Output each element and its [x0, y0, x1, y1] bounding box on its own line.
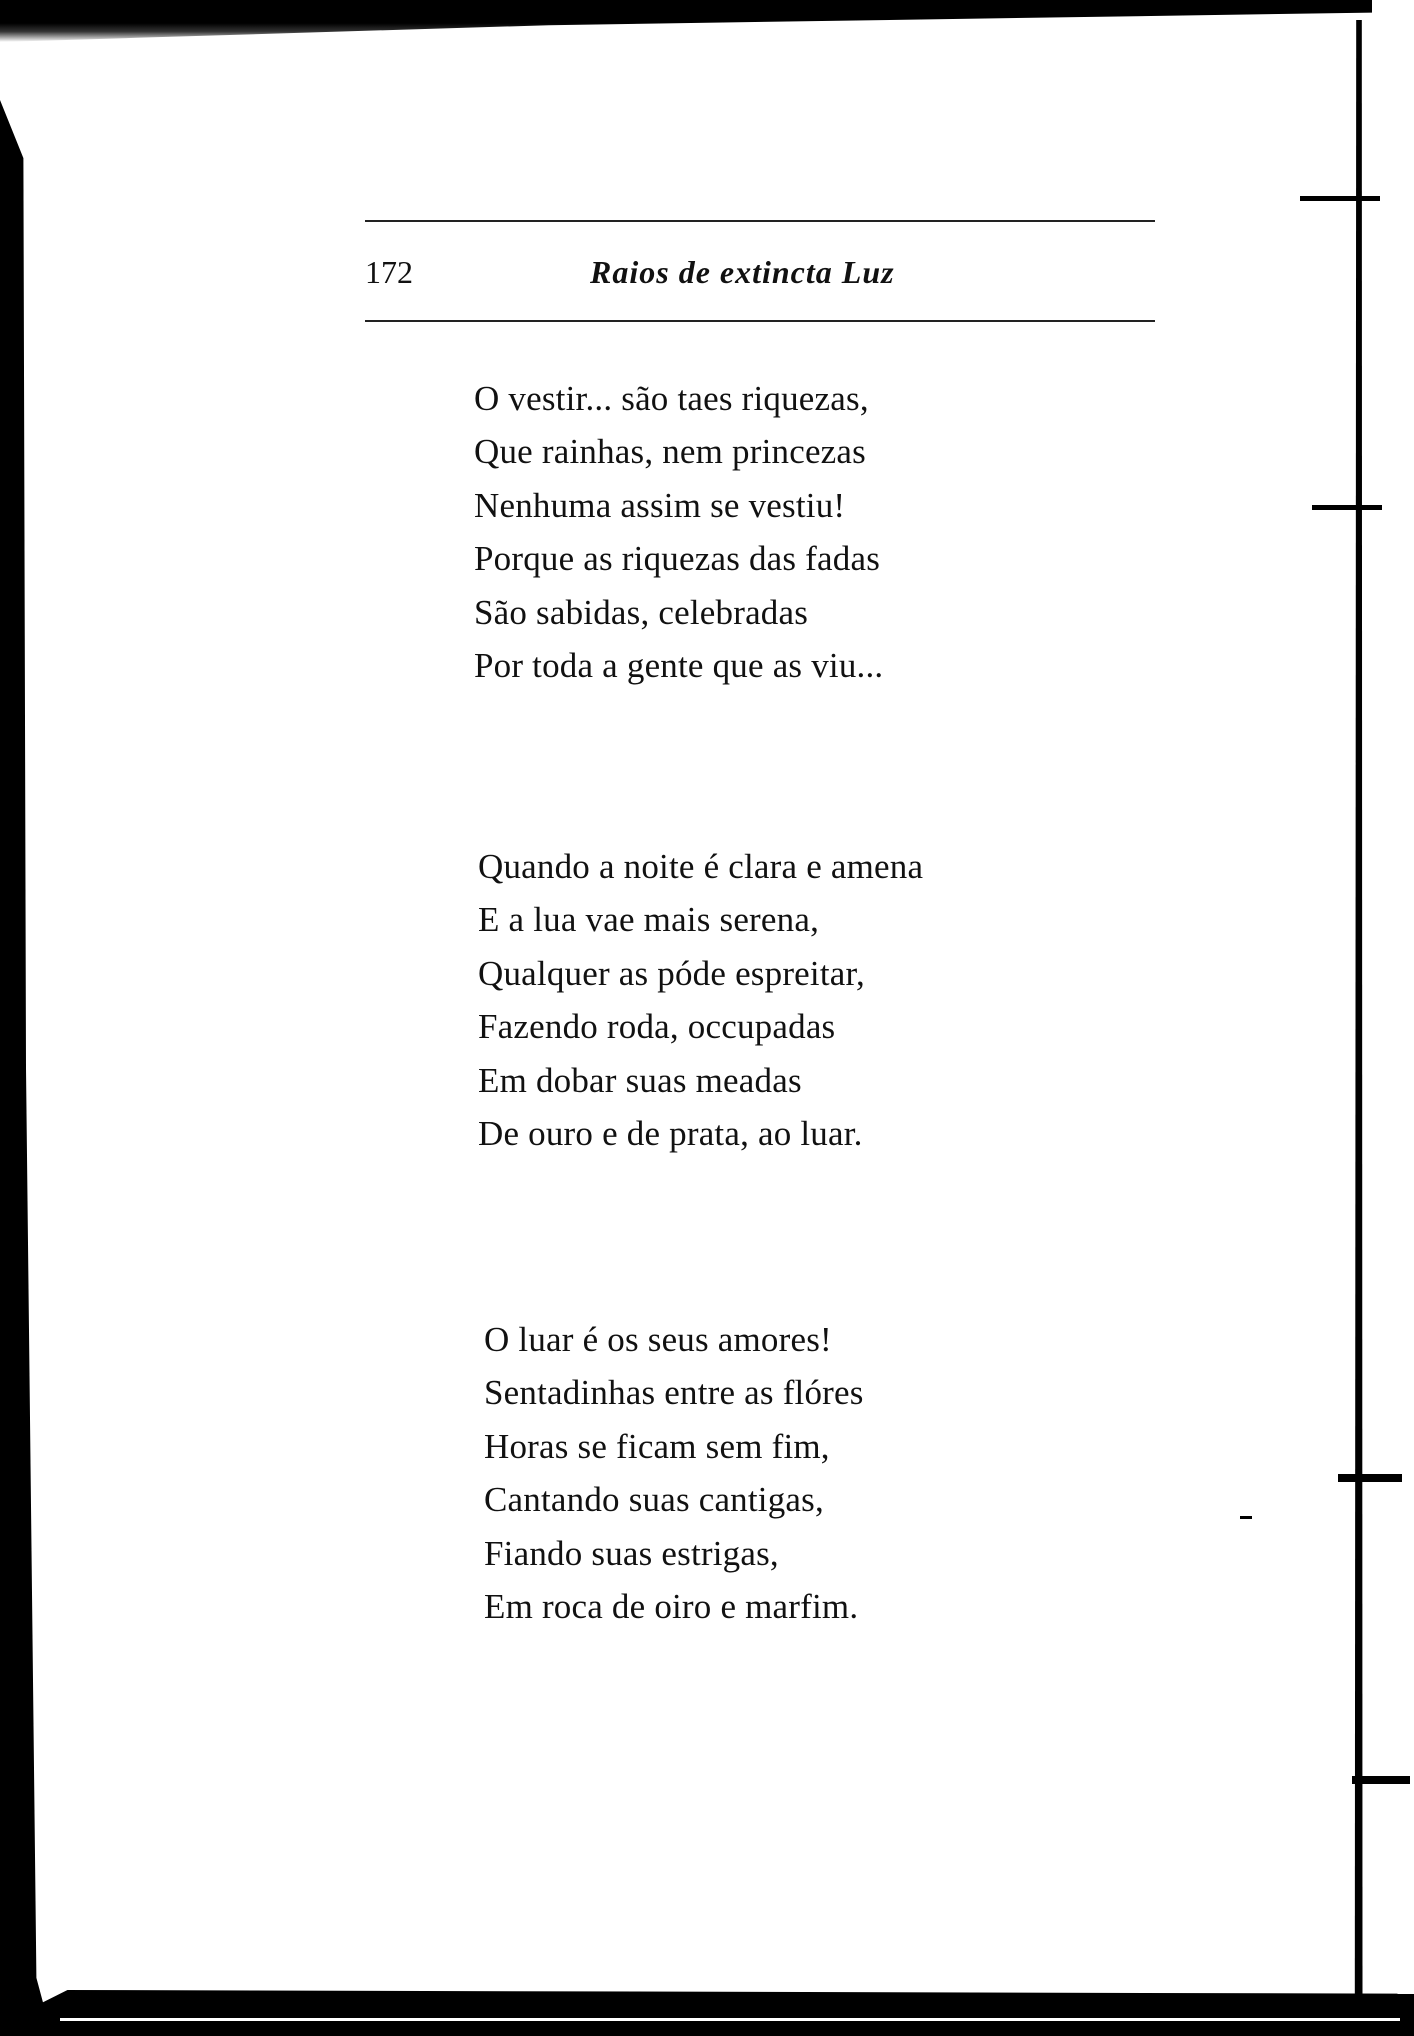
page-number: 172 [365, 254, 413, 290]
verse-line: Nenhuma assim se vestiu! [474, 485, 846, 525]
verse-line: Porque as riquezas das fadas [474, 539, 881, 579]
scan-border-right [1352, 20, 1366, 2000]
verse-line: Fazendo roda, occupadas [478, 1007, 836, 1047]
verse-line: Por toda a gente que as viu... [474, 646, 884, 686]
scan-edge-mark [1352, 1776, 1410, 1784]
verse-line: Sentadinhas entre as flóres [484, 1373, 864, 1413]
scan-edge-mark [1300, 196, 1380, 201]
scan-border-left [0, 100, 52, 2036]
verse-line: Que rainhas, nem princezas [474, 432, 866, 472]
scan-border-bottom [40, 1990, 1414, 2036]
verse-line: Horas se ficam sem fim, [484, 1426, 830, 1466]
verse-line: De ouro e de prata, ao luar. [478, 1114, 863, 1154]
scan-border-bottom-highlight [60, 2018, 1400, 2021]
header-rule-top [365, 220, 1155, 222]
verse-line: São sabidas, celebradas [474, 592, 809, 632]
verse-line: Fiando suas estrigas, [484, 1533, 779, 1573]
scan-edge-mark [1312, 505, 1382, 510]
verse-line: Em dobar suas meadas [478, 1060, 802, 1100]
stanza-2 [478, 840, 923, 1160]
verse-line: E a lua vae mais serena, [478, 900, 820, 940]
scan-border-top [0, 0, 1372, 42]
running-title: Raios de extincta Luz [590, 254, 895, 290]
scan-edge-mark [1338, 1474, 1402, 1482]
verse-line: Em roca de oiro e marfim. [484, 1587, 859, 1627]
verse-line: O vestir... são taes riquezas, [474, 379, 869, 418]
verse-line: O luar é os seus amores! [484, 1320, 832, 1359]
stanza-1 [474, 372, 883, 692]
stanza-3 [484, 1313, 864, 1633]
verse-line: Cantando suas cantigas, [484, 1480, 824, 1520]
header-rule-bottom [365, 320, 1155, 322]
verse-line: Quando a noite é clara e amena [478, 847, 924, 886]
scan-speck [1240, 1516, 1252, 1519]
verse-line: Qualquer as póde espreitar, [478, 953, 865, 993]
